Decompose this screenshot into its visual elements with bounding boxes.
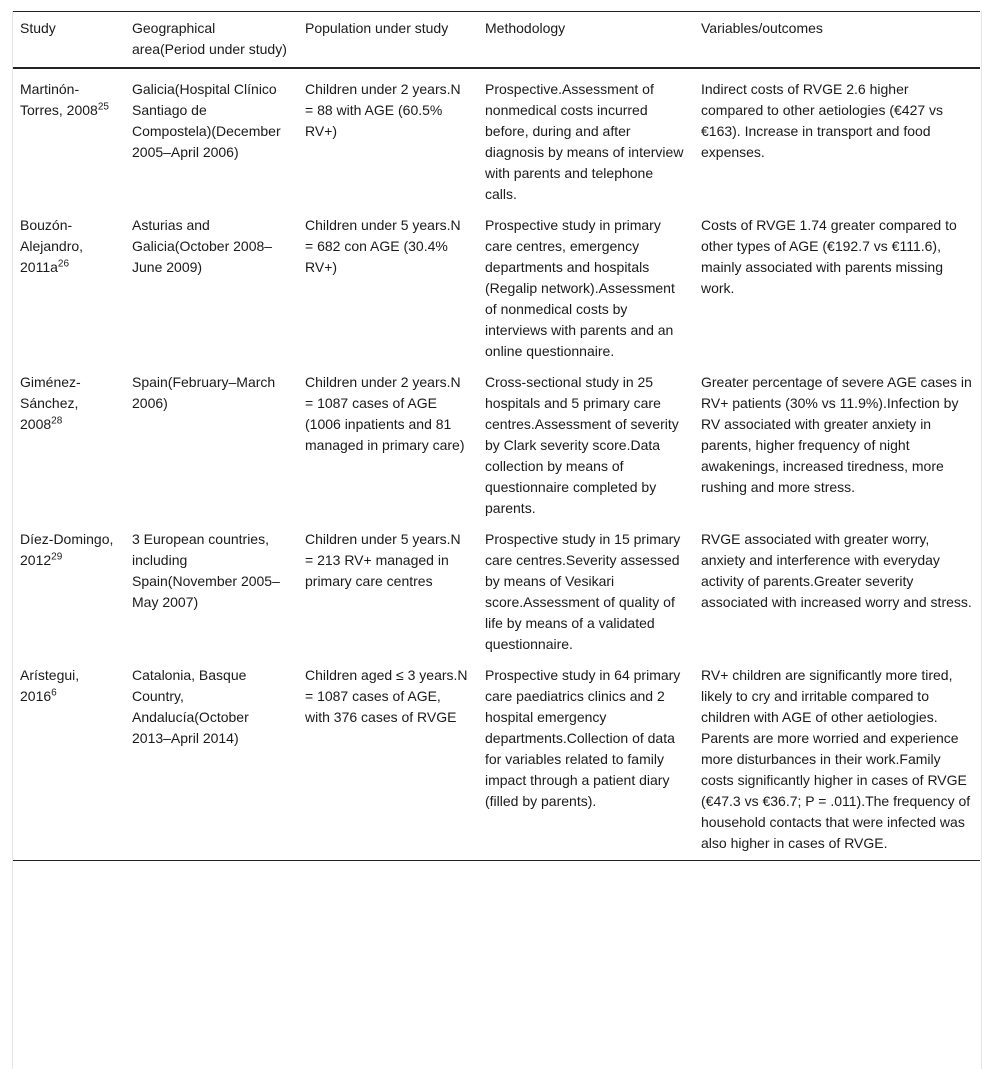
header-study: Study bbox=[20, 20, 56, 36]
cell-outcomes: Greater percentage of severe AGE cases in RV+ patients (30% vs 11.9%).Infection by RV associated with greater anxiety in parents, higher frequency of night awakenings, increased tiredness, more rushing and more stress. bbox=[701, 374, 972, 495]
header-area: Geographical area(Period under study) bbox=[132, 20, 287, 57]
cell-outcomes: RV+ children are significantly more tired, likely to cry and irritable compared to children with AGE of other aetiologies. Parents are more worried and experience more disturbances in their work.Family costs significantly higher in cases of RVGE (€47.3 vs €36.7; P = .011).The frequency of household contacts that were infected was also higher in cases of RVGE. bbox=[701, 667, 971, 851]
table-row bbox=[12, 362, 980, 519]
table-container bbox=[12, 11, 980, 861]
header-methodology: Methodology bbox=[485, 20, 566, 36]
study-ref: 26 bbox=[57, 258, 70, 270]
study-ref: 6 bbox=[51, 687, 57, 699]
study-name: Díez-Domingo, 2012 bbox=[20, 531, 114, 568]
cell-population: Children aged ≤ 3 years.N = 1087 cases of AGE, with 376 cases of RVGE bbox=[305, 667, 468, 725]
cell-area: Spain(February–March 2006) bbox=[132, 374, 276, 411]
cell-population: Children under 2 years.N = 88 with AGE (60.5% RV+) bbox=[305, 81, 461, 139]
cell-study bbox=[12, 68, 124, 205]
table-row bbox=[12, 205, 980, 362]
table-row bbox=[12, 68, 980, 205]
cell-area: Asturias and Galicia(October 2008–June 2009) bbox=[132, 217, 273, 275]
study-name: Martinón-Torres, 2008 bbox=[20, 81, 98, 118]
cell-study bbox=[12, 205, 124, 362]
studies-table bbox=[12, 11, 980, 861]
cell-area: Galicia(Hospital Clínico Santiago de Compostela)(December 2005–April 2006) bbox=[132, 81, 281, 160]
cell-population: Children under 5 years.N = 682 con AGE (30.4% RV+) bbox=[305, 217, 461, 275]
cell-methodology: Prospective study in 15 primary care centres.Severity assessed by means of Vesikari score.Assessment of quality of life by means of a validated questionnaire. bbox=[485, 531, 681, 652]
study-ref: 28 bbox=[51, 415, 63, 427]
cell-study bbox=[12, 362, 124, 519]
header-outcomes: Variables/outcomes bbox=[701, 20, 823, 36]
table-header-row bbox=[12, 12, 980, 69]
study-name: Bouzón-Alejandro, 2011a bbox=[20, 217, 84, 275]
cell-study bbox=[12, 655, 124, 861]
study-ref: 29 bbox=[51, 551, 63, 563]
cell-outcomes: Costs of RVGE 1.74 greater compared to other types of AGE (€192.7 vs €111.6), mainly associated with parents missing work. bbox=[701, 217, 957, 296]
cell-area: 3 European countries, including Spain(November 2005–May 2007) bbox=[132, 531, 280, 610]
cell-methodology: Prospective.Assessment of nonmedical costs incurred before, during and after diagnosis by means of interview with parents and telephone calls. bbox=[485, 81, 684, 202]
cell-population: Children under 5 years.N = 213 RV+ managed in primary care centres bbox=[305, 531, 461, 589]
table-row bbox=[12, 519, 980, 655]
cell-methodology: Prospective study in primary care centres, emergency departments and hospitals (Regalip network).Assessment of nonmedical costs by interviews with parents and an online questionnaire. bbox=[485, 217, 675, 359]
cell-area: Catalonia, Basque Country, Andalucía(October 2013–April 2014) bbox=[132, 667, 249, 746]
study-name: Giménez-Sánchez, 2008 bbox=[20, 374, 81, 432]
header-population: Population under study bbox=[305, 20, 449, 36]
cell-study bbox=[12, 519, 124, 655]
cell-methodology: Cross-sectional study in 25 hospitals and 5 primary care centres.Assessment of severity by Clark severity score.Data collection by means of questionnaire completed by parents. bbox=[485, 374, 679, 516]
study-name: Arístegui, 2016 bbox=[20, 667, 80, 704]
study-ref: 25 bbox=[97, 101, 109, 113]
cell-outcomes: RVGE associated with greater worry, anxiety and interference with everyday activity of parents.Greater severity associated with increased worry and stress. bbox=[701, 531, 972, 610]
cell-population: Children under 2 years.N = 1087 cases of AGE (1006 inpatients and 81 managed in primary care) bbox=[305, 374, 465, 453]
table-row bbox=[12, 655, 980, 861]
cell-outcomes: Indirect costs of RVGE 2.6 higher compared to other aetiologies (€427 vs €163). Increase in transport and food expenses. bbox=[701, 81, 944, 160]
cell-methodology: Prospective study in 64 primary care paediatrics clinics and 2 hospital emergency departments.Collection of data for variables related to family impact through a patient diary (filled by parents). bbox=[485, 667, 681, 809]
